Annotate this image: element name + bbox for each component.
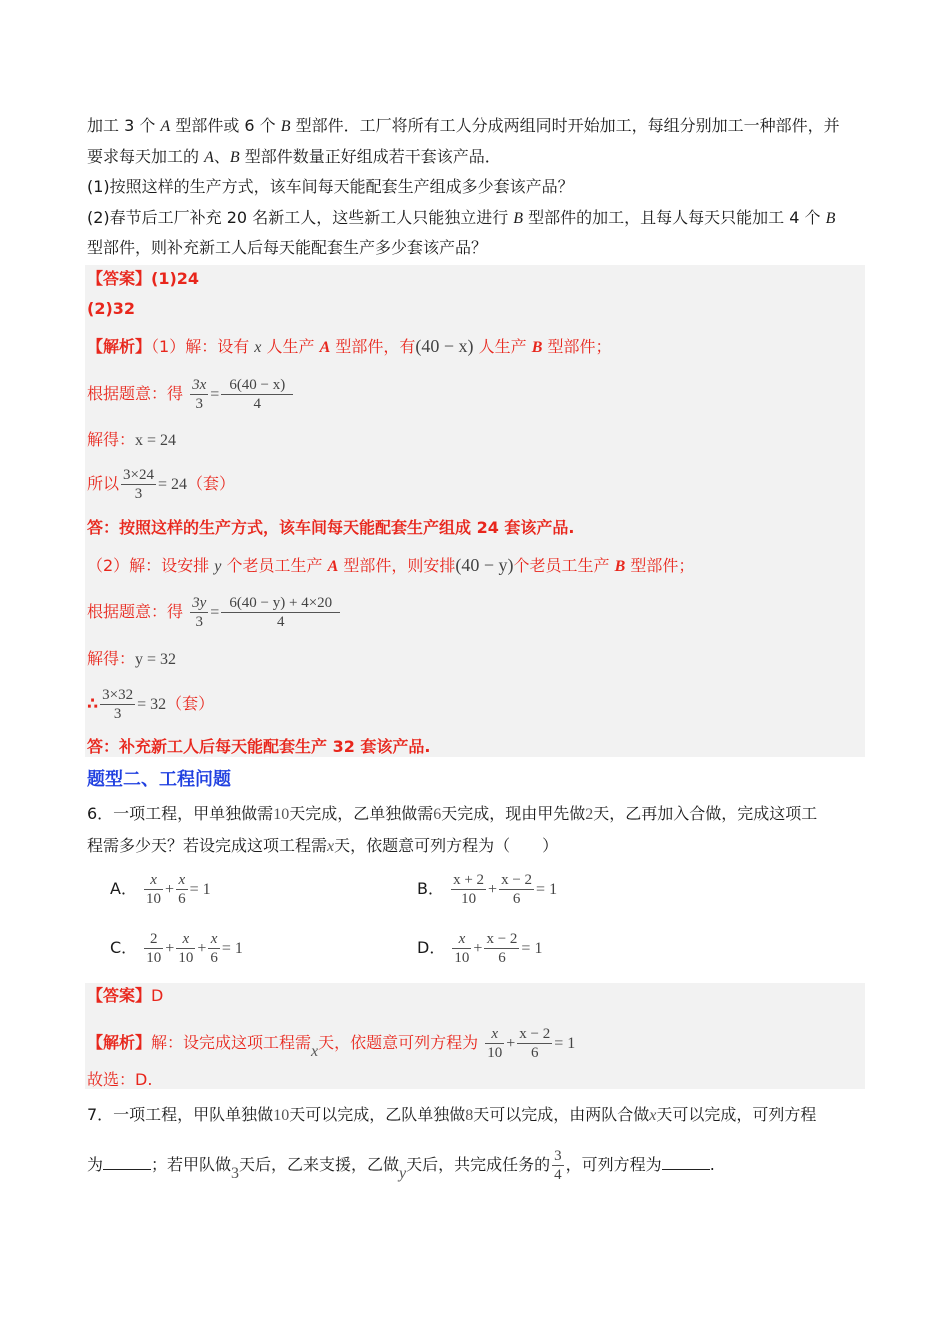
numerator: 2: [144, 930, 163, 949]
text: 解得：: [87, 430, 136, 449]
denominator: 10: [461, 891, 477, 907]
text: 人生产: [473, 337, 532, 356]
text: 天可以完成，可列方程: [656, 1105, 817, 1124]
operator: +: [165, 940, 175, 957]
text: （1）解：设有: [151, 337, 255, 356]
q6-answer: [87, 984, 870, 1008]
math-var: B: [513, 210, 524, 227]
fraction: [452, 930, 471, 967]
math-var: B: [614, 558, 626, 575]
math-var: B: [280, 118, 291, 135]
math-expr: y = 32: [135, 651, 177, 668]
numerator: 3×24: [123, 467, 154, 483]
q5-result-1: [87, 466, 870, 503]
numerator: x + 2: [453, 872, 485, 888]
text: 天完成，现由甲先做: [441, 804, 586, 823]
denominator: 10: [454, 950, 470, 966]
text: ∴: [87, 694, 99, 713]
text: 根据题意：得: [87, 602, 184, 621]
denominator: 6: [531, 1045, 539, 1061]
q5-solution-2: [87, 647, 870, 672]
q5-conclusion-2: [87, 735, 870, 759]
text: 天，依题意可列方程为（ ）: [334, 836, 559, 855]
text: 型部件的加工，且每人每天只能加工 4 个: [523, 208, 826, 227]
fraction: [451, 871, 486, 908]
q5-conclusion-1: [87, 516, 870, 540]
text: 型部件数量正好组成若干套该产品．: [239, 147, 501, 166]
math-expr: = 1: [536, 881, 558, 898]
numerator: x − 2: [501, 872, 533, 888]
text: 人生产: [261, 337, 320, 356]
numerator: x: [144, 871, 163, 890]
math-num: 10: [273, 1107, 290, 1124]
math-var: y: [399, 1165, 407, 1182]
q6-conclusion: [87, 1068, 870, 1092]
q5-result-2: [87, 686, 870, 723]
math-var: A: [327, 558, 339, 575]
text: 型部件；: [542, 337, 612, 356]
operator: +: [473, 940, 483, 957]
math-expr: = 1: [221, 940, 243, 957]
numerator: 6(40 − x): [221, 376, 293, 395]
denominator: 6: [210, 950, 218, 966]
math-expr: = 1: [521, 940, 543, 957]
text: (1)按照这样的生产方式，该车间每天能配套生产组成多少套该产品？: [87, 177, 574, 196]
math-var: x: [327, 838, 335, 855]
q6-analysis: [87, 1025, 870, 1064]
fraction: [517, 1025, 552, 1062]
denominator: 6: [498, 950, 506, 966]
text: 型部件或 6 个: [170, 116, 281, 135]
math-expr: = 32: [137, 696, 167, 713]
math-expr: = 1: [554, 1035, 576, 1052]
text: 天，依题意可列方程为: [318, 1033, 479, 1052]
text: 天后，共完成任务的: [406, 1155, 551, 1174]
denominator: 4: [554, 1167, 562, 1183]
text: ，可列方程为: [565, 1155, 662, 1174]
section-title: 题型二、工程问题: [87, 769, 231, 790]
math-var: A: [204, 149, 214, 166]
text: 解：设完成这项工程需: [151, 1033, 312, 1052]
fraction: [485, 1025, 504, 1062]
option-d[interactable]: [417, 930, 542, 967]
option-b[interactable]: [417, 871, 557, 908]
fraction: [484, 930, 519, 967]
fraction: [190, 376, 208, 413]
numerator: x − 2: [519, 1026, 551, 1042]
text: 故选：D.: [87, 1070, 153, 1089]
denominator: 10: [146, 950, 162, 966]
math-num: 3: [231, 1165, 240, 1182]
answer-value: (2)32: [87, 299, 136, 318]
math-var: B: [229, 149, 240, 166]
q6-line-2: [87, 834, 870, 859]
math-expr: (40 − x): [415, 336, 474, 356]
q5-line-2: [87, 145, 870, 170]
q5-analysis-line-2: [87, 553, 870, 579]
math-num: 10: [273, 806, 290, 823]
text: 个老员工生产: [513, 556, 615, 575]
option-label: A．: [110, 879, 137, 898]
text: 天可以完成，乙队单独做: [289, 1105, 466, 1124]
numerator: 6(40 − y) + 4×20: [221, 594, 340, 613]
denominator: 4: [277, 614, 285, 630]
text: 天，乙再加入合做，完成这项工: [593, 804, 818, 823]
q5-answer-1: [87, 267, 870, 291]
text: 、: [213, 147, 230, 166]
denominator: 10: [178, 950, 194, 966]
analysis-label: 【解析】: [87, 337, 152, 356]
denominator: 3: [113, 706, 122, 722]
q5-analysis-line-1: [87, 334, 870, 360]
denominator: 3: [195, 396, 203, 412]
option-label: B．: [417, 879, 444, 898]
math-num: 6: [433, 806, 442, 823]
fraction: [100, 686, 135, 723]
q7-line-2: [87, 1147, 870, 1186]
denominator: 4: [253, 396, 262, 412]
fraction: [121, 466, 156, 503]
fraction: [176, 871, 188, 908]
math-var: x: [649, 1107, 657, 1124]
numerator: x: [452, 930, 471, 949]
answer-value: (1)24: [151, 269, 200, 288]
denominator: 6: [178, 891, 186, 907]
numerator: 3×32: [102, 687, 134, 703]
numerator: x: [176, 871, 188, 890]
text: （套）: [187, 474, 236, 493]
text: 答：按照这样的生产方式，该车间每天能配套生产组成 24 套该产品.: [87, 518, 575, 537]
math-var: B: [825, 210, 836, 227]
text: 加工 3 个: [87, 116, 161, 135]
answer-blank-2[interactable]: [662, 1151, 710, 1170]
math-var: A: [319, 339, 331, 356]
option-label: C．: [110, 938, 138, 957]
q5-line-1: [87, 114, 870, 139]
math-num: 8: [465, 1107, 474, 1124]
text: 型部件．工厂将所有工人分成两组同时开始加工，每组分别加工一种部件，并: [290, 116, 840, 135]
math-expr: = 24: [157, 476, 188, 493]
text: 型部件；: [625, 556, 695, 575]
fraction: [144, 930, 163, 967]
text: 答：补充新工人后每天能配套生产 32 套该产品.: [87, 737, 431, 756]
math-expr: x = 24: [135, 432, 177, 449]
math-var: A: [160, 118, 171, 135]
answer-label: 【答案】: [87, 269, 152, 288]
option-c[interactable]: [110, 930, 243, 967]
answer-label: 【答案】: [87, 986, 152, 1005]
numerator: 3y: [192, 595, 207, 611]
math-num: 2: [585, 806, 594, 823]
operator: +: [506, 1035, 516, 1052]
fraction: [144, 871, 163, 908]
q7-line-1: [87, 1103, 870, 1128]
text: 为: [87, 1155, 104, 1174]
numerator: 3: [554, 1148, 562, 1164]
text: 7．一项工程，甲队单独做: [87, 1105, 274, 1124]
q5-answer-2: [87, 297, 870, 321]
q5-equation-2: 根据题意：得 $\frac{3y}{3}$ = $\frac{6(40 - y) + 4\times 20}{4}$: [87, 594, 870, 631]
text: 天后，乙来支援，乙做: [239, 1155, 400, 1174]
section-heading: [87, 768, 870, 792]
text: ；若甲队做: [151, 1155, 232, 1174]
analysis-label: 【解析】: [87, 1033, 152, 1052]
q5-part-1: [87, 175, 870, 199]
math-var: x: [311, 1043, 319, 1060]
answer-value: D: [151, 986, 164, 1005]
math-expr: = 1: [189, 881, 211, 898]
text: 天完成，乙单独做需: [289, 804, 434, 823]
option-label: D．: [417, 938, 446, 957]
q5-equation-1: 根据题意：得 $\frac{3x}{3}$ = $\frac{6(40 - x)}{4}$: [87, 376, 870, 413]
text: 天可以完成，由两队合做: [473, 1105, 650, 1124]
math-expr: (40 − y): [455, 555, 514, 575]
denominator: 10: [487, 1045, 503, 1061]
text: 解得：: [87, 649, 136, 668]
text: 程需多少天？若设完成这项工程需: [87, 836, 328, 855]
text: 所以: [87, 474, 120, 493]
answer-blank-1[interactable]: [103, 1151, 151, 1170]
option-a[interactable]: [110, 871, 211, 908]
text: 根据题意：得: [87, 384, 184, 403]
operator: +: [488, 881, 498, 898]
text: （套）: [166, 694, 215, 713]
fraction: [176, 930, 195, 967]
numerator: x − 2: [486, 931, 518, 947]
denominator: 6: [512, 891, 521, 907]
q5-part-2-cont: [87, 236, 870, 260]
numerator: x: [208, 930, 220, 949]
text: 要求每天加工的: [87, 147, 205, 166]
text: .: [709, 1155, 715, 1174]
q5-solution-1: [87, 428, 870, 453]
fraction: [190, 594, 208, 631]
q5-part-2: [87, 206, 870, 231]
text: 6．一项工程，甲单独做需: [87, 804, 274, 823]
fraction: [221, 594, 340, 631]
text: (2)春节后工厂补充 20 名新工人，这些新工人只能独立进行: [87, 208, 514, 227]
denominator: 3: [134, 486, 143, 502]
math-var: y: [214, 558, 222, 575]
numerator: x: [485, 1025, 504, 1044]
text: 型部件，有: [330, 337, 416, 356]
operator: +: [197, 940, 207, 957]
text: 型部件，则补充新工人后每天能配套生产多少套该产品？: [87, 238, 488, 257]
operator: +: [165, 881, 175, 898]
fraction: [552, 1147, 564, 1184]
q6-line-1: [87, 802, 870, 827]
denominator: 3: [195, 614, 203, 630]
math-var: x: [254, 339, 262, 356]
text: 个老员工生产: [221, 556, 328, 575]
numerator: x: [176, 930, 195, 949]
denominator: 10: [146, 891, 162, 907]
numerator: 3x: [192, 377, 207, 393]
fraction: [499, 871, 534, 908]
text: （2）解：设安排: [87, 556, 215, 575]
text: 型部件，则安排: [338, 556, 456, 575]
fraction: [208, 930, 220, 967]
math-var: B: [531, 339, 543, 356]
fraction: [221, 376, 293, 413]
